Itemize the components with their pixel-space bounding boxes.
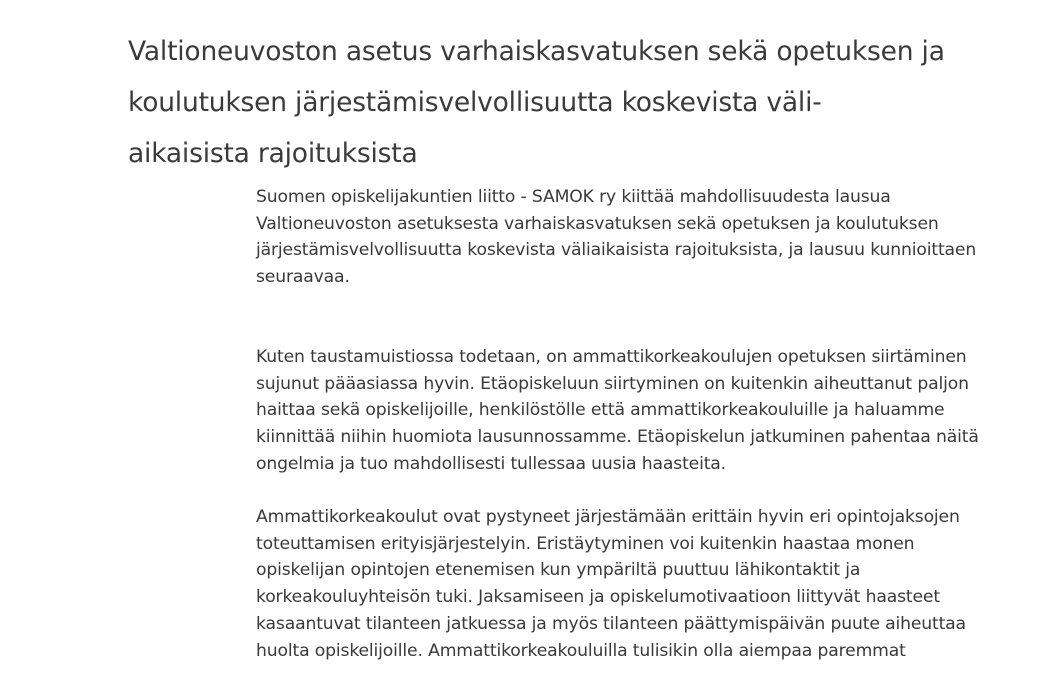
paragraph-line: seuraavaa. <box>256 267 350 288</box>
document-title <box>128 26 945 179</box>
paragraph-line: haittaa sekä opiskelijoille, henkilöstölle että ammattikorkeakouluille ja haluamme <box>256 400 945 421</box>
paragraph-intro <box>256 184 976 291</box>
paragraph-line: kasaantuvat tilanteen jatkuessa ja myös tilanteen päättymispäivän puute aiheuttaa <box>256 613 966 634</box>
title-line: koulutuksen järjestämisvelvollisuutta koskevista väli- <box>128 87 822 118</box>
paragraph-line: ongelmia ja tuo mahdollisesti tullessaa uusia haasteita. <box>256 453 726 474</box>
title-line: Valtioneuvoston asetus varhaiskasvatuksen sekä opetuksen ja <box>128 36 945 67</box>
title-line: aikaisista rajoituksista <box>128 138 418 169</box>
paragraph-line: Ammattikorkeakoulut ovat pystyneet järjestämään erittäin hyvin eri opintojaksojen <box>256 507 960 527</box>
paragraph-line: toteuttamisen erityisjärjestelyin. Eristäytyminen voi kuitenkin haastaa monen <box>256 533 915 554</box>
paragraph-line: opiskelijan opintojen etenemisen kun ympäriltä puuttuu lähikontaktit ja <box>256 560 861 581</box>
paragraph-arrangements <box>256 504 976 664</box>
paragraph-line: huolta opiskelijoille. Ammattikorkeakouluilla tulisikin olla aiempaa paremmat <box>256 640 906 661</box>
paragraph-line: Suomen opiskelijakuntien liitto - SAMOK ry kiittää mahdollisuudesta lausua <box>256 187 891 207</box>
paragraph-remote-studies <box>256 344 979 478</box>
paragraph-line: Kuten taustamuistiossa todetaan, on ammattikorkeakoulujen opetuksen siirtäminen <box>256 347 967 367</box>
paragraph-line: Valtioneuvoston asetuksesta varhaiskasvatuksen sekä opetuksen ja koulutuksen <box>256 213 939 234</box>
paragraph-line: kiinnittää niihin huomiota lausunnossamme. Etäopiskelun jatkuminen pahentaa näitä <box>256 427 979 448</box>
paragraph-line: järjestämisvelvollisuutta koskevista väliaikaisista rajoituksista, ja lausuu kunnioittaen <box>256 240 977 261</box>
paragraph-line: sujunut pääasiassa hyvin. Etäopiskeluun siirtyminen on kuitenkin aiheuttanut paljon <box>256 373 969 394</box>
paragraph-line: korkeakouluyhteisön tuki. Jaksamiseen ja opiskelumotivaatioon liittyvät haasteet <box>256 587 940 608</box>
